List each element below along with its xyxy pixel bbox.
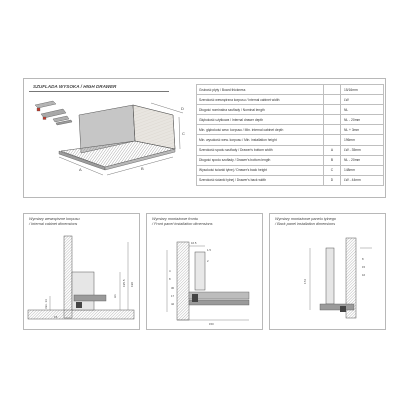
spec-label: Szerokość spodu szuflady / Drawer's bottom width (197, 145, 324, 155)
spec-value: LW (341, 95, 384, 105)
spec-value: NL + 3mm (341, 125, 384, 135)
internal-title-en: / Internal cabinet dimensions (29, 222, 78, 226)
spec-symbol (324, 85, 341, 95)
dim-letter-d: D (181, 106, 184, 111)
runner-hardware-icon (35, 101, 72, 125)
title-divider (29, 91, 169, 92)
spec-value: LW - 35mm (341, 145, 384, 155)
spec-row (197, 145, 384, 155)
dim-42: 42 (171, 302, 175, 306)
dim-16-5: 16.5 (191, 241, 197, 245)
spec-symbol: A (324, 145, 341, 155)
dim-16-back: 16 (362, 273, 366, 277)
spec-label: Długość nominalna szuflady / Nominal length (197, 105, 324, 115)
dim-8-back: 8 (362, 257, 364, 261)
dim-letter-c: C (182, 131, 185, 136)
spec-label: Szerokość wewnętrzna korpusu / Internal cabinet width (197, 95, 324, 105)
spec-label: Min. wysokość wew. korpusu / Min. installation height (197, 135, 324, 145)
spec-row (197, 135, 384, 145)
spec-symbol: B (324, 155, 341, 165)
spec-row (197, 125, 384, 135)
dim-1-5: 1.5 (207, 248, 211, 252)
spec-row (197, 95, 384, 105)
front-title-en: / Front panel installation dimensions (152, 222, 213, 226)
back-installation-title (275, 217, 336, 227)
back-title-pl: Wymiary montażowe panelu tylnego (275, 217, 336, 221)
spec-symbol (324, 95, 341, 105)
high-drawer-title: SZUFLADA WYSOKA / HIGH DRAWER (33, 84, 117, 89)
spec-label: Min. głębokość wew. korpusu / Min. internal cabinet depth (197, 125, 324, 135)
spec-label: Głębokość użytkowa / Internal drawer depth (197, 115, 324, 125)
spec-row (197, 175, 384, 185)
spec-label: Wysokość ścianki tylnej / Drawer's back height (197, 165, 324, 175)
spec-value: LW - 44mm (341, 175, 384, 185)
dim-17: 17 (171, 294, 175, 298)
dim-15-back: 15 (362, 265, 366, 269)
spec-label: Długość spodu szuflady / Drawer's bottom length (197, 155, 324, 165)
spec-row (197, 105, 384, 115)
dim-letter-a: A (79, 167, 82, 172)
dim-min-13: min. 13 (44, 299, 48, 309)
spec-value: NL - 20mm (341, 115, 384, 125)
dim-30: 30 (171, 286, 175, 290)
dim-172: 172 (303, 278, 307, 284)
spec-symbol: D (324, 175, 341, 185)
back-installation-drawing (270, 232, 385, 329)
spec-row (197, 165, 384, 175)
dim-letter-b: B (141, 166, 144, 171)
internal-dimensions-title (29, 217, 80, 227)
dim-195-5: 195.5 (122, 279, 126, 287)
spec-value: NL - 20mm (341, 155, 384, 165)
drawer-isometric-drawing (23, 95, 195, 197)
dim-2: 2 (207, 259, 209, 263)
spec-symbol (324, 135, 341, 145)
spec-value: 148mm (341, 165, 384, 175)
spec-label: Szerokość ścianki tylnej / Drawer's back width (197, 175, 324, 185)
spec-value: 15/16mm (341, 85, 384, 95)
spec-row (197, 115, 384, 125)
spec-row (197, 85, 384, 95)
front-installation-drawing (147, 232, 262, 329)
spec-symbol (324, 125, 341, 135)
dim-8: 8 (169, 277, 171, 281)
internal-title-pl: Wymiary wewnętrzne korpusu (29, 217, 80, 221)
spec-symbol (324, 105, 341, 115)
spec-value: NL (341, 105, 384, 115)
spec-table (196, 84, 384, 186)
dim-150: 150 (209, 322, 214, 326)
spec-symbol (324, 115, 341, 125)
back-title-en: / Back panel installation dimensions (275, 222, 336, 226)
dim-190: 190 (130, 281, 134, 287)
dim-15: 15 (54, 315, 58, 319)
dim-h1: H1 (113, 294, 117, 298)
front-installation-title (152, 217, 213, 227)
spec-row (197, 155, 384, 165)
front-title-pl: Wymiary montażowe frontu (152, 217, 198, 221)
spec-symbol: C (324, 165, 341, 175)
dim-4: 4 (169, 269, 171, 273)
spec-value: 196mm (341, 135, 384, 145)
spec-label: Grubość płyty / Board thickness (197, 85, 324, 95)
internal-dimensions-drawing (24, 232, 139, 329)
